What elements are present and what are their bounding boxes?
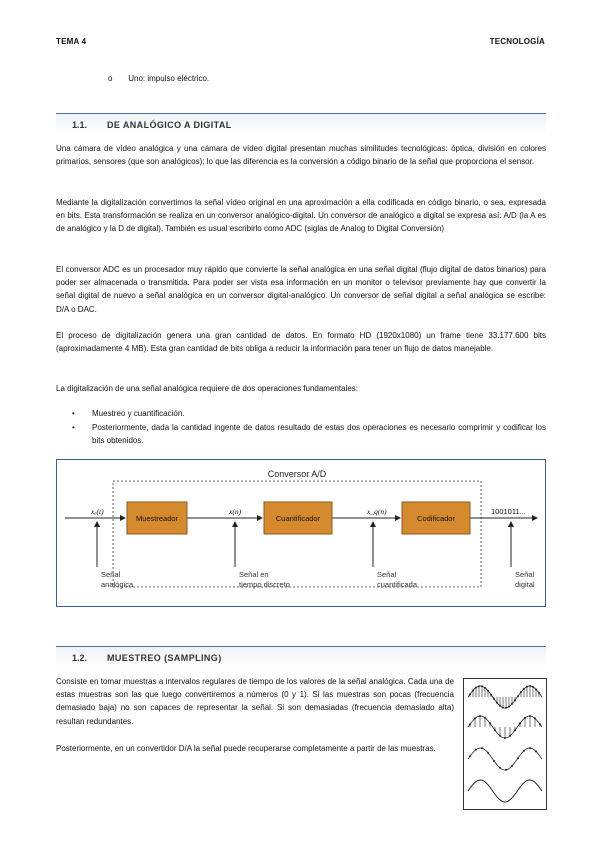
signal-label: x_q(n) <box>367 507 387 516</box>
block-label: Muestreador <box>135 514 179 523</box>
caption-line: analógica <box>101 580 134 589</box>
signal-label: 1001011... <box>491 507 526 516</box>
paragraph: El conversor ADC es un procesador muy rápido que convierte la señal analógica en una señal digital (flujo digital de datos binarios) para poder ser almacenada o transmitida. Para poder ser vista esa información en un monitor o televisor previamente hay que convertir la señal digital de nuevo a señal analógica en un conversor digital-analógico. Un conversor de señal digital a señal analógica se escribe: D/A o DAC. <box>56 265 546 314</box>
list-item-text: Muestreo y cuantificación. <box>92 409 185 418</box>
ad-converter-diagram <box>56 459 546 607</box>
caption-line: digital <box>515 580 535 589</box>
list-item <box>72 421 546 447</box>
paragraph: La digitalización de una señal analógica requiere de dos operaciones fundamentales: <box>56 384 358 393</box>
section-title: DE ANALÓGICO A DIGITAL <box>107 120 232 130</box>
caption-line: Señal <box>377 570 397 579</box>
block-label: Codificador <box>417 514 455 523</box>
paragraph: Una cámara de vídeo analógica y una cámara de vídeo digital presentan muchas similitudes tecnológicas: óptica, división en colores primarios, sensores (que son analógicos); lo que las diferencia es la conversión a código binario de la señal que proporciona el sensor. <box>56 144 546 167</box>
header-right: TECNOLOGÍA <box>489 37 545 46</box>
list-item <box>72 407 546 420</box>
bullet-text: Uno: impulso eléctrico. <box>128 74 210 83</box>
sampling-illustration <box>463 678 547 810</box>
paragraph: Consiste en tomar muestras a intervalos regulares de tiempo de los valores de la señal analógica. Cada una de estas muestras son las que luego convertiremos a números (0 y 1). Si las muestras son pocas (frecuencia demasiado baja) no son capaces de representar la señal. Si son demasiadas (frecuencia demasiado alta) resultan redundantes. <box>56 677 454 726</box>
block-label: Cuantificador <box>275 514 321 523</box>
signal-label: xₐ(t) <box>91 507 104 516</box>
section-heading-1 <box>56 113 546 135</box>
bullet-marker: • <box>72 409 75 418</box>
signal-label: x(n) <box>229 507 242 516</box>
bullet-marker: • <box>72 423 75 432</box>
header-left: TEMA 4 <box>56 37 87 46</box>
list-item-text: Posteriormente, dada la cantidad ingente de datos resultado de estas dos operaciones es necesario comprimir y codificar los bits obtenidos. <box>92 423 546 446</box>
caption-line: cuantificada <box>377 580 418 589</box>
caption-line: Señal <box>515 570 535 579</box>
top-bullet <box>108 74 209 83</box>
caption-line: tiempo discreto <box>239 580 290 589</box>
sampled-wave-dense <box>468 685 542 709</box>
recovered-wave <box>468 780 542 802</box>
paragraph: Mediante la digitalización convertimos la señal vídeo original en una aproximación a ella codificada en código binario, o sea, expresada en bits. Esta transformación se realiza en un conversor analógico-digital. Un conversor de analógico a digital se expresa así: A/D (la A es de analógico y la D de digital). También es usual escribirlo como ADC (siglas de Analog to Digital Conversión) <box>56 198 546 234</box>
section-title: MUESTREO (SAMPLING) <box>107 653 222 663</box>
sampled-wave-dotted <box>468 747 542 771</box>
bullet-marker: o <box>108 74 113 83</box>
diagram-svg <box>57 460 544 605</box>
section-number: 1.1. <box>72 120 88 130</box>
section-heading-2 <box>56 646 546 668</box>
caption-line: Señal <box>101 570 121 579</box>
section-number: 1.2. <box>72 653 88 663</box>
diagram-title: Conversor A/D <box>267 469 327 479</box>
sampling-waves-svg <box>464 679 546 809</box>
paragraph: Posteriormente, en un convertidor D/A la señal puede recuperarse completamente a partir de las muestras. <box>56 744 436 753</box>
caption-line: Señal en <box>239 570 269 579</box>
paragraph: El proceso de digitalización genera una gran cantidad de datos. En formato HD (1920x1080) un frame tiene 33.177.600 bits (aproximadamente 4 MB). Esta gran cantidad de bits obliga a reducir la información para tener un flujo de datos manejable. <box>56 331 546 354</box>
sampled-wave-medium <box>468 715 542 739</box>
